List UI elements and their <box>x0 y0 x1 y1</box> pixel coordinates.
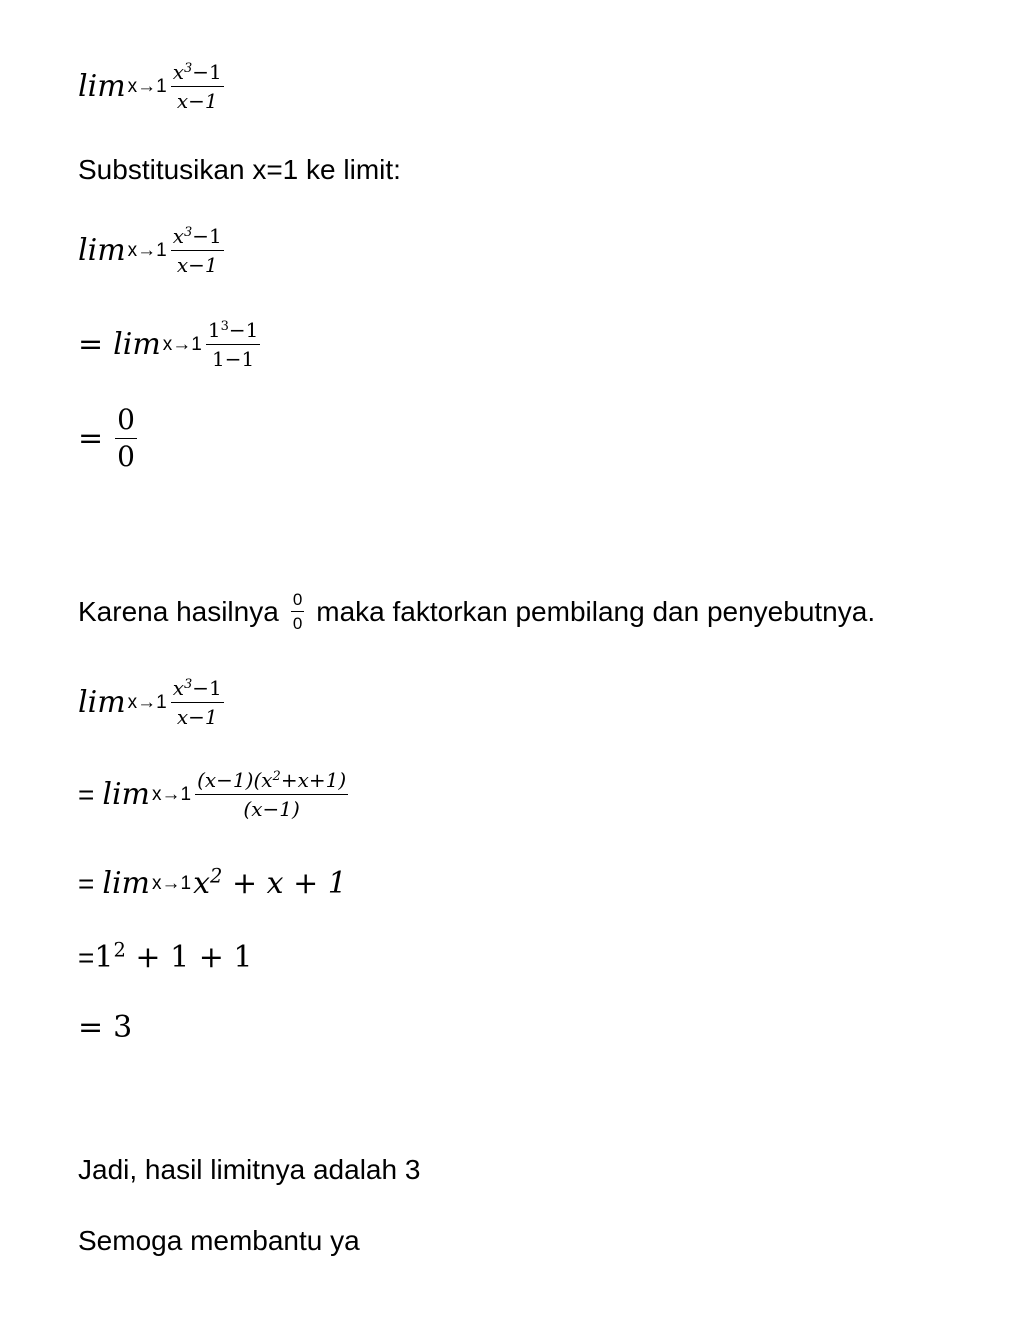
numerator: $x^3-1$ <box>172 224 222 248</box>
karena-before: Karena hasilnya <box>78 595 279 627</box>
lim-label: lim <box>113 327 161 362</box>
equals-sign: = <box>78 941 95 973</box>
limit-subscript: x→1 <box>162 333 202 355</box>
fraction <box>171 60 224 113</box>
factored-expression <box>78 768 348 821</box>
fraction <box>171 676 224 729</box>
equals-sign: = <box>78 421 104 456</box>
denominator: x−1 <box>176 253 218 277</box>
lim-label: lim <box>78 69 126 104</box>
fraction <box>195 768 348 821</box>
numerator: $1^3-1$ <box>207 318 259 342</box>
equals-sign: = <box>78 327 104 362</box>
limit-expression-2 <box>78 224 224 277</box>
evaluated-sum: $1^2 + 1 + 1$ <box>94 938 253 975</box>
lim-label: lim <box>102 777 150 812</box>
equals-sign: = <box>78 778 95 810</box>
result-value: 3 <box>113 1010 133 1045</box>
conclusion-text: Jadi, hasil limitnya adalah 3 <box>78 1154 421 1185</box>
numerator: $x^3-1$ <box>172 60 222 84</box>
limit-subscript: x→1 <box>127 239 167 261</box>
intro-text: Substitusikan x=1 ke limit: <box>78 154 401 185</box>
inline-fraction: $\frac{0}{0}$ <box>292 590 303 633</box>
fraction <box>115 404 137 473</box>
numerator: $(x-1)(x^2+x+1)$ <box>197 768 347 792</box>
lim-label: lim <box>78 685 126 720</box>
denominator: x−1 <box>176 89 218 113</box>
polynomial: $x^2 + x + 1$ <box>193 864 347 901</box>
equals-sign: = <box>78 1010 104 1045</box>
denominator: x−1 <box>176 705 218 729</box>
fraction <box>171 224 224 277</box>
limit-subscript: x→1 <box>127 691 167 713</box>
karena-after: maka faktorkan pembilang dan penyebutnya. <box>316 595 876 627</box>
denominator: 1−1 <box>212 347 255 371</box>
numerator: $x^3-1$ <box>172 676 222 700</box>
numerator: 0 <box>117 403 135 436</box>
simplified-expression <box>78 866 347 901</box>
evaluated-expression <box>78 940 252 975</box>
fraction <box>206 318 261 371</box>
limit-subscript: x→1 <box>127 75 167 97</box>
denominator: (x−1) <box>243 797 300 821</box>
limit-subscript: x→1 <box>152 783 192 805</box>
limit-expression-1 <box>78 60 224 113</box>
denominator: 0 <box>117 440 135 473</box>
equals-sign: = <box>78 867 95 899</box>
limit-subscript: x→1 <box>152 872 192 894</box>
substitution-expression <box>78 318 260 371</box>
closing-text: Semoga membantu ya <box>78 1225 360 1256</box>
limit-expression-3 <box>78 676 224 729</box>
zero-over-zero <box>78 404 137 473</box>
karena-text <box>78 590 875 633</box>
lim-label: lim <box>78 233 126 268</box>
lim-label: lim <box>102 866 150 901</box>
final-result <box>78 1010 132 1045</box>
